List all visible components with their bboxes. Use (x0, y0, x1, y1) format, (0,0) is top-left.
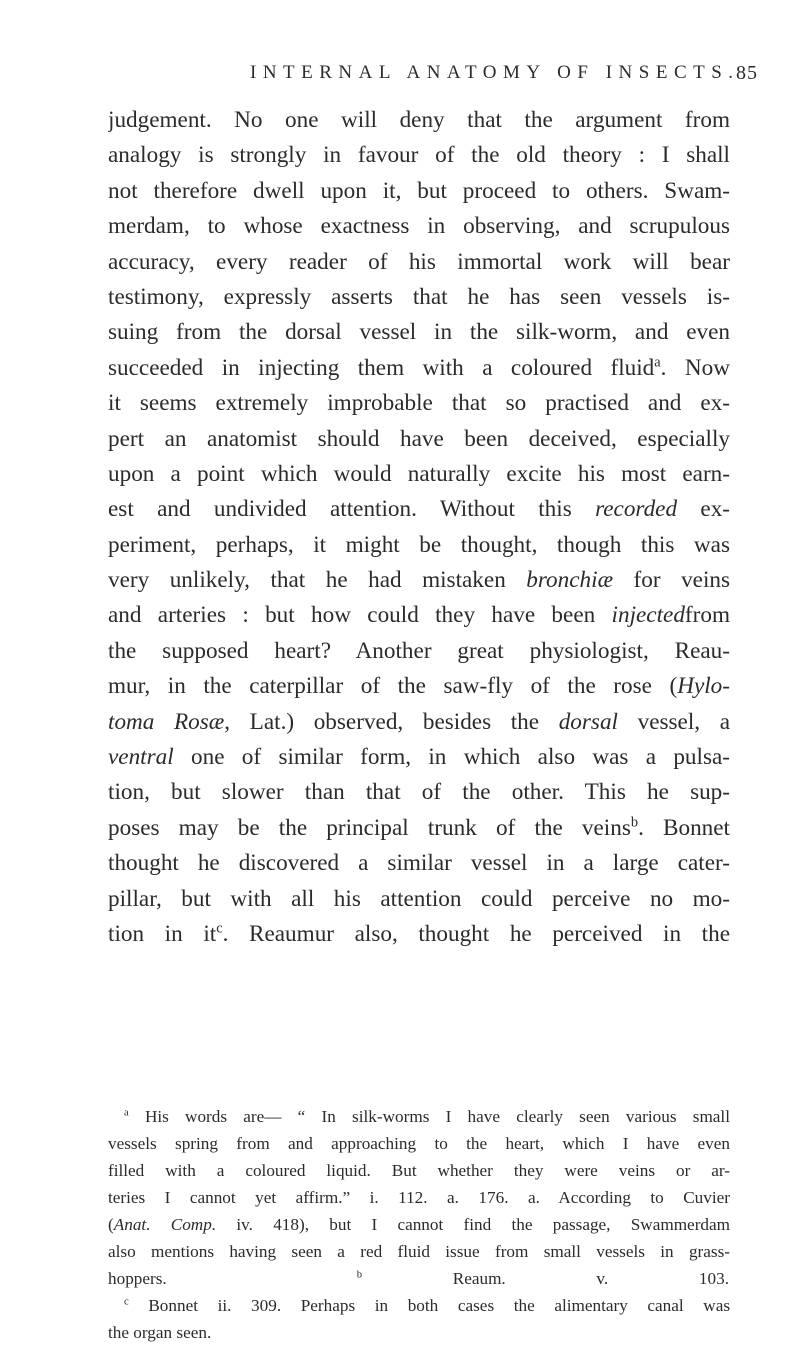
text-run: vessels spring from and approaching to the heart, which I have even (108, 1134, 730, 1153)
body-line (108, 882, 730, 917)
text-run: the supposed heart? Another great physiologist, Reau- (108, 637, 730, 664)
body-line (108, 811, 730, 846)
body-line (108, 209, 730, 244)
text-run: ( (108, 1215, 114, 1234)
body-line (108, 280, 730, 315)
text-run: and arteries : but how could they have been (108, 602, 596, 629)
text-run: Bonnet ii. 309. Perhaps in both cases the alimentary canal was (148, 1296, 730, 1315)
page-number: 85 (736, 62, 758, 84)
text-run: merdam, to whose exactness in observing, and scrupulous (108, 213, 730, 240)
body-line (108, 315, 730, 350)
footnote-marker: c (124, 1296, 129, 1308)
footnote-line (108, 1292, 730, 1319)
running-head (0, 62, 800, 92)
text-run: analogy is strongly in favour of the old theory : I shall (108, 142, 730, 169)
body-line (108, 422, 730, 457)
text-run: pillar, but with all his attention could perceive no mo- (108, 885, 730, 912)
running-title: INTERNAL ANATOMY OF INSECTS. (250, 62, 740, 83)
text-run: hoppers. (108, 1269, 167, 1288)
text-run: suing from the dorsal vessel in the silk-worm, and even (108, 319, 730, 346)
footnote-line (108, 1238, 730, 1265)
text-run: Reaum. v. 103. (452, 1269, 729, 1288)
text-run: , Lat.) observed, besides the (224, 708, 540, 735)
body-line (108, 634, 730, 669)
text-run: also mentions having seen a red fluid issue from small vessels in grass- (108, 1242, 730, 1261)
body-line (108, 245, 730, 280)
body-line (108, 138, 730, 173)
text-run: judgement. No one will deny that the argument from (108, 107, 730, 133)
text-run: testimony, expressly asserts that he has seen vessels is- (108, 283, 730, 310)
text-run: not therefore dwell upon it, but proceed to others. Swam- (108, 177, 730, 204)
text-run: . Reaumur also, thought he perceived in the (222, 920, 730, 947)
italic-run: recorded (595, 496, 678, 523)
footnote-line (108, 1319, 730, 1346)
text-run: periment, perhaps, it might be thought, though this was (108, 531, 730, 558)
text-run: . Bonnet (638, 814, 730, 841)
text-run: mur, in the caterpillar of the saw-fly of the rose ( (108, 673, 678, 700)
text-run: succeeded in injecting them with a coloured fluid (108, 354, 655, 381)
footnote-line (108, 1103, 730, 1130)
body-line (108, 917, 730, 952)
body-line (108, 705, 730, 740)
body-line (108, 457, 730, 492)
body-line (108, 174, 730, 209)
text-run: it seems extremely improbable that so practised and ex- (108, 390, 730, 417)
footnote-ref: c (216, 920, 223, 937)
text-run: the organ seen. (108, 1323, 212, 1342)
italic-run: Hylo- (677, 673, 730, 700)
italic-run: ventral (108, 744, 174, 771)
text-run: upon a point which would naturally excite his most earn- (108, 460, 730, 487)
text-run: est and undivided attention. Without this (108, 496, 572, 523)
body-line (108, 386, 730, 421)
footnote-line (108, 1265, 730, 1292)
body-line (108, 103, 730, 138)
italic-run: injected (611, 602, 685, 629)
text-run: thought he discovered a similar vessel in a large cater- (108, 850, 730, 877)
italic-run: bronchiæ (526, 567, 614, 594)
text-run: pert an anatomist should have been deceived, especially (108, 425, 730, 452)
body-line (108, 563, 730, 598)
italic-run: Anat. Comp. (113, 1215, 217, 1234)
text-run: teries I cannot yet affirm.” i. 112. a. 176. a. According to Cuvier (108, 1188, 730, 1207)
text-run: filled with a coloured liquid. But whether they were veins or ar- (108, 1161, 730, 1180)
footnote-marker: b (356, 1269, 363, 1281)
text-run: tion, but slower than that of the other. This he sup- (108, 779, 730, 806)
footnotes (108, 1103, 730, 1346)
body-line (108, 528, 730, 563)
footnote-line (108, 1157, 730, 1184)
italic-run: dorsal (558, 708, 618, 735)
text-run: vessel, a (637, 708, 730, 735)
body-line (108, 598, 730, 633)
footnote-line (108, 1184, 730, 1211)
text-run: for veins (633, 567, 730, 594)
footnote-line (108, 1130, 730, 1157)
text-run: iv. 418), but I cannot find the passage, Swammerdam (236, 1215, 730, 1234)
body-line (108, 740, 730, 775)
text-run: poses may be the principal trunk of the veins (108, 814, 631, 841)
footnote-marker: a (124, 1107, 129, 1119)
text-run: . Now (660, 354, 730, 381)
text-run: from (684, 602, 730, 629)
body-text (108, 103, 730, 952)
body-line (108, 492, 730, 527)
body-line (108, 846, 730, 881)
footnote-line (108, 1211, 730, 1238)
footnote-ref: a (654, 354, 661, 370)
text-run: accuracy, every reader of his immortal work will bear (108, 248, 730, 275)
text-run: tion in it (108, 920, 217, 947)
footnote-ref: b (630, 814, 639, 831)
body-line (108, 669, 730, 704)
text-run: one of similar form, in which also was a pulsa- (191, 744, 730, 771)
body-line (108, 775, 730, 810)
text-run: ex- (700, 496, 730, 523)
body-line (108, 351, 730, 386)
italic-run: toma Rosæ (108, 708, 225, 735)
text-run: very unlikely, that he had mistaken (108, 567, 506, 594)
text-run: His words are— “ In silk-worms I have clearly seen various small (144, 1107, 730, 1126)
